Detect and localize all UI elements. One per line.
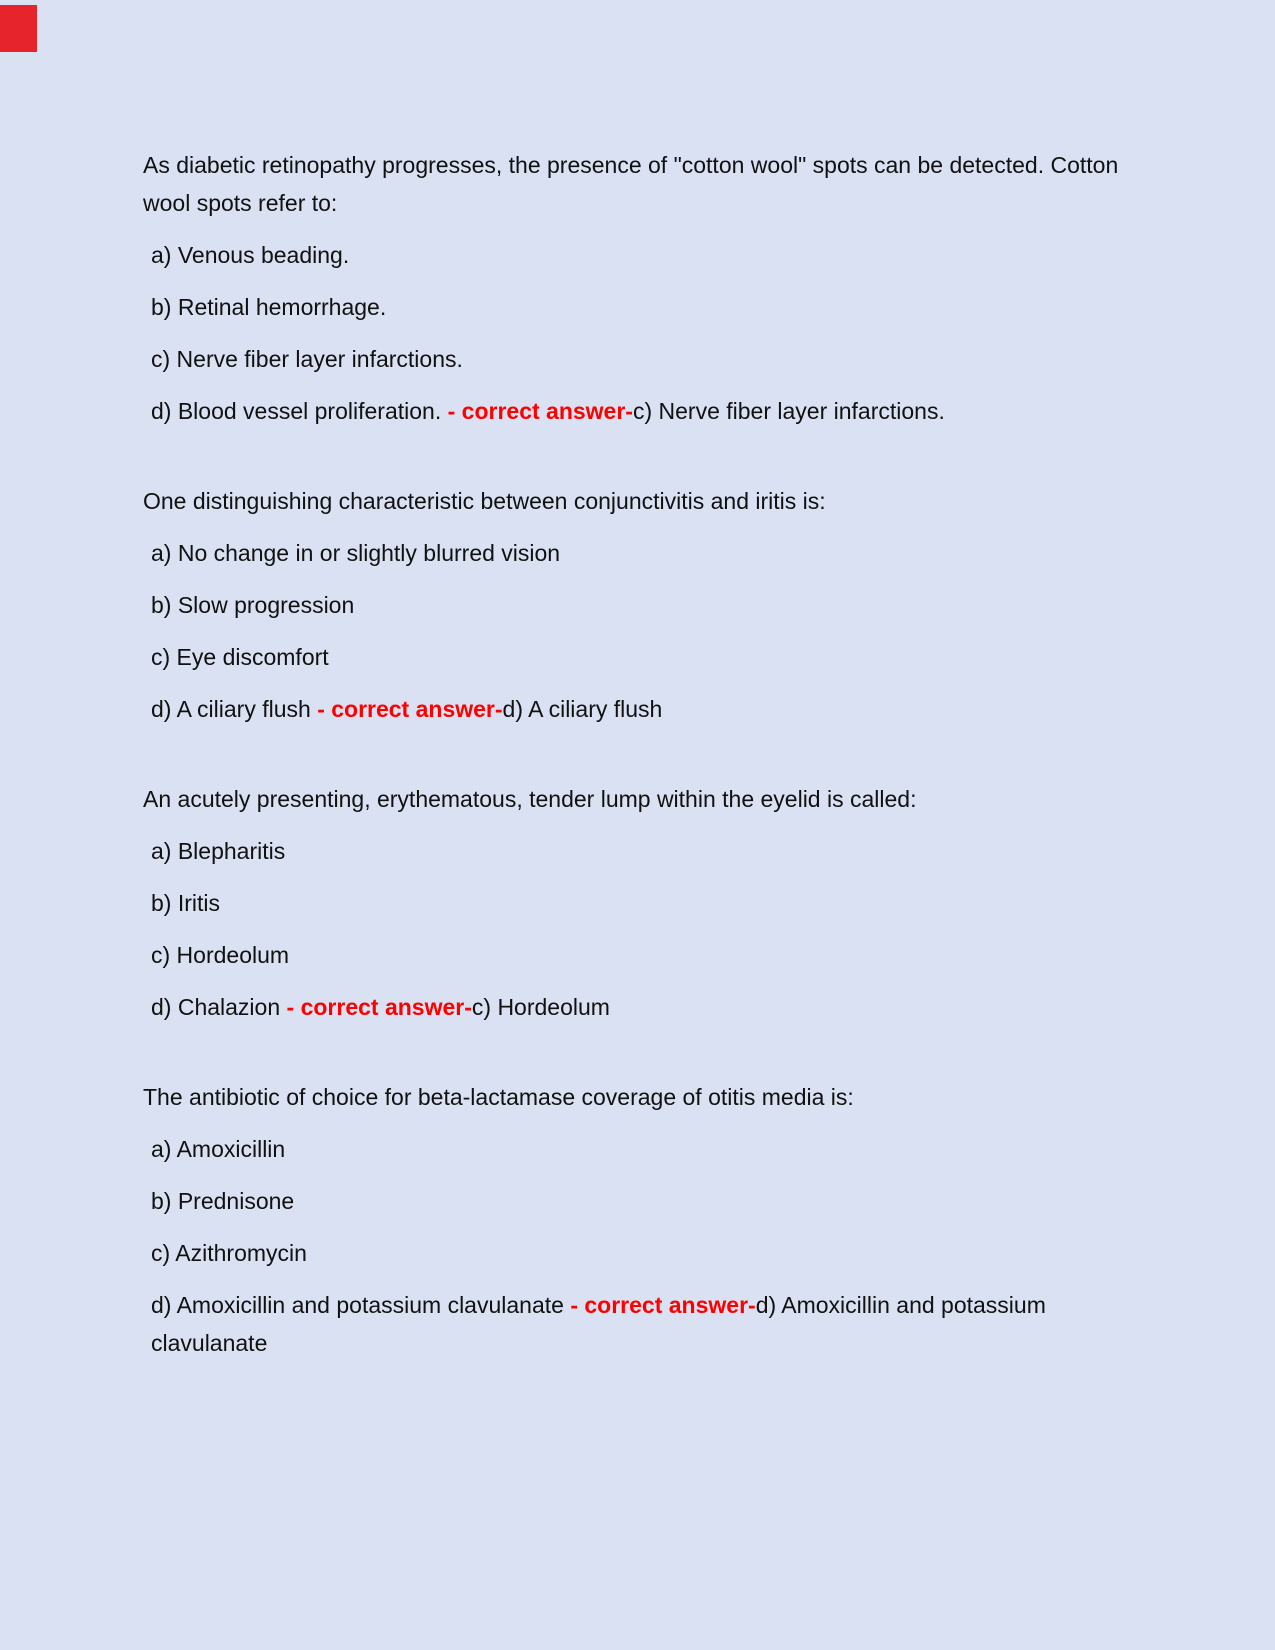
correct-answer-text: d) A ciliary flush — [502, 696, 663, 722]
option-label: b) Prednisone — [151, 1188, 295, 1214]
answer-option — [143, 832, 1143, 870]
red-corner-marker — [0, 5, 37, 52]
correct-answer-marker: - correct answer- — [317, 696, 503, 722]
option-label: a) Venous beading. — [151, 242, 350, 268]
answer-option — [143, 288, 1143, 326]
answer-option — [143, 638, 1143, 676]
answer-option — [143, 340, 1143, 378]
option-label: a) No change in or slightly blurred vision — [151, 540, 561, 566]
answer-option — [143, 534, 1143, 572]
correct-answer-text: c) Nerve fiber layer infarctions. — [632, 398, 945, 424]
question-block — [143, 146, 1143, 430]
option-label: d) Chalazion — [151, 994, 287, 1020]
correct-answer-marker: - correct answer- — [447, 398, 633, 424]
answer-option — [143, 936, 1143, 974]
correct-answer-marker: - correct answer- — [570, 1292, 756, 1318]
option-label: a) Amoxicillin — [151, 1136, 286, 1162]
answer-option — [143, 884, 1143, 922]
correct-answer-text: d) Amoxicillin and potassium clavulanate — [151, 1292, 1046, 1356]
question-prompt: As diabetic retinopathy progresses, the presence of "cotton wool" spots can be detected. Cotton wool spots refer to: — [143, 152, 1119, 216]
quiz-content — [143, 146, 1143, 1376]
question-prompt: An acutely presenting, erythematous, tender lump within the eyelid is called: — [143, 786, 917, 812]
answer-option — [143, 236, 1143, 274]
answer-option — [143, 1182, 1143, 1220]
option-label: d) Blood vessel proliferation. — [151, 398, 448, 424]
option-label: b) Iritis — [151, 890, 220, 916]
question-block — [143, 1078, 1143, 1362]
answer-option — [143, 586, 1143, 624]
option-label: c) Azithromycin — [151, 1240, 307, 1266]
answer-option — [143, 1286, 1143, 1362]
option-label: d) A ciliary flush — [151, 696, 318, 722]
answer-option — [143, 1130, 1143, 1168]
answer-option — [143, 1234, 1143, 1272]
option-label: b) Slow progression — [151, 592, 355, 618]
question-prompt: The antibiotic of choice for beta-lactamase coverage of otitis media is: — [143, 1084, 854, 1110]
option-label: b) Retinal hemorrhage. — [151, 294, 387, 320]
question-prompt: One distinguishing characteristic between conjunctivitis and iritis is: — [143, 488, 826, 514]
question-block — [143, 482, 1143, 728]
option-label: c) Nerve fiber layer infarctions. — [151, 346, 463, 372]
option-label: d) Amoxicillin and potassium clavulanate — [151, 1292, 571, 1318]
answer-option — [143, 690, 1143, 728]
question-block — [143, 780, 1143, 1026]
answer-option — [143, 988, 1143, 1026]
correct-answer-text: c) Hordeolum — [471, 994, 610, 1020]
option-label: c) Hordeolum — [151, 942, 290, 968]
answer-option — [143, 392, 1143, 430]
option-label: a) Blepharitis — [151, 838, 286, 864]
correct-answer-marker: - correct answer- — [286, 994, 472, 1020]
option-label: c) Eye discomfort — [151, 644, 329, 670]
